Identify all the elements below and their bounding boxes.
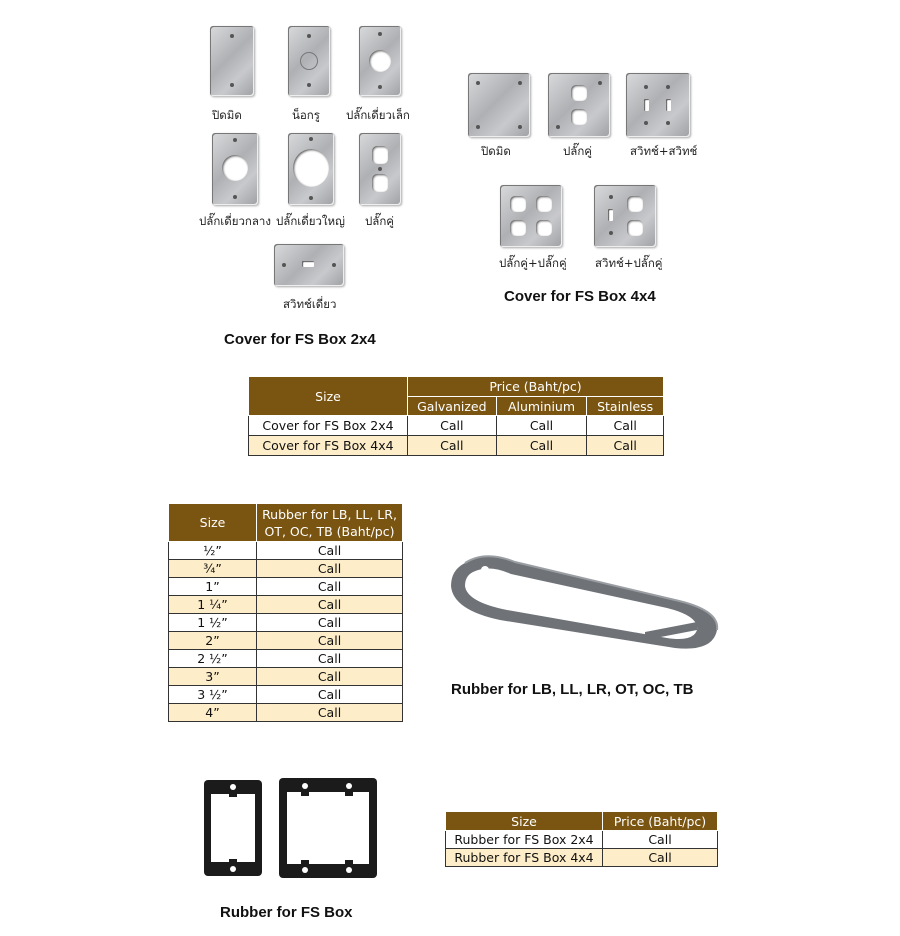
- plate-blank-2x4: [210, 26, 254, 96]
- rubber-fs-title: Rubber for FS Box: [220, 904, 353, 921]
- caption-single-switch-2x4: สวิทช์เดี่ยว: [283, 297, 337, 311]
- rubber-lb-row-price: Call: [257, 614, 403, 632]
- caption-duplex-duplex-4x4: ปลั๊กคู่+ปลั๊กคู่: [499, 256, 567, 270]
- table-row: [249, 436, 664, 456]
- plate-medium-single-2x4: [212, 133, 258, 205]
- rubber-lb-title: Rubber for LB, LL, LR, OT, OC, TB: [451, 681, 694, 698]
- plate-single-switch-2x4: [274, 244, 344, 286]
- rubber-lb-row-price: Call: [257, 596, 403, 614]
- cover-row-size: Cover for FS Box 2x4: [249, 416, 408, 436]
- table-row: [169, 650, 403, 668]
- caption-medium-single-2x4: ปลั๊กเดี่ยวกลาง: [199, 214, 271, 228]
- rubber-fs-row-price: Call: [603, 849, 718, 867]
- rubber-lb-header-line2: OT, OC, TB (Baht/pc): [264, 523, 395, 539]
- table-row: [169, 704, 403, 722]
- rubber-fs-2x4-image: [202, 778, 264, 878]
- table-row: [169, 668, 403, 686]
- cover-size-header: Size: [249, 377, 408, 416]
- caption-duplex-4x4: ปลั๊กคู่: [563, 144, 593, 158]
- rubber-fs-price-header: Price (Baht/pc): [603, 812, 718, 831]
- cover-col-galvanized: Galvanized: [407, 397, 496, 416]
- table-row: [169, 632, 403, 650]
- rubber-fs-size-header: Size: [446, 812, 603, 831]
- rubber-fs-row-price: Call: [603, 831, 718, 849]
- rubber-lb-row-size: 3”: [169, 668, 257, 686]
- cover-cell: Call: [496, 436, 587, 456]
- rubber-lb-row-price: Call: [257, 704, 403, 722]
- rubber-lb-row-price: Call: [257, 650, 403, 668]
- rubber-fs-price-table: [445, 811, 718, 867]
- rubber-lb-row-size: 2”: [169, 632, 257, 650]
- rubber-lb-row-size: 4”: [169, 704, 257, 722]
- cover-price-table: [248, 376, 664, 456]
- rubber-fs-row-size: Rubber for FS Box 4x4: [446, 849, 603, 867]
- table-row: [169, 578, 403, 596]
- table-row: [169, 596, 403, 614]
- plate-switch-switch-4x4: [626, 73, 690, 137]
- table-row: [169, 560, 403, 578]
- caption-small-single-2x4: ปลั๊กเดี่ยวเล็ก: [346, 108, 410, 122]
- rubber-lb-gasket-image: [445, 548, 727, 656]
- cover-4x4-title: Cover for FS Box 4x4: [504, 288, 656, 305]
- table-row: [249, 416, 664, 436]
- rubber-lb-row-price: Call: [257, 578, 403, 596]
- cover-row-size: Cover for FS Box 4x4: [249, 436, 408, 456]
- rubber-lb-row-size: 1 ½”: [169, 614, 257, 632]
- plate-duplex-2x4: [359, 133, 401, 205]
- caption-duplex-2x4: ปลั๊กคู่: [365, 214, 395, 228]
- rubber-lb-row-price: Call: [257, 560, 403, 578]
- rubber-lb-row-size: 2 ½”: [169, 650, 257, 668]
- table-row: [169, 614, 403, 632]
- plate-duplex-4x4: [548, 73, 610, 137]
- caption-switch-duplex-4x4: สวิทช์+ปลั๊กคู่: [595, 256, 663, 270]
- table-row: [169, 686, 403, 704]
- plate-blank-4x4: [468, 73, 530, 137]
- cover-cell: Call: [587, 416, 664, 436]
- rubber-lb-row-price: Call: [257, 542, 403, 560]
- rubber-lb-header-line1: Rubber for LB, LL, LR,: [262, 506, 397, 522]
- table-row: [446, 831, 718, 849]
- plate-large-single-2x4: [288, 133, 334, 205]
- caption-large-single-2x4: ปลั๊กเดี่ยวใหญ่: [276, 214, 345, 228]
- cover-cell: Call: [496, 416, 587, 436]
- rubber-fs-row-size: Rubber for FS Box 2x4: [446, 831, 603, 849]
- rubber-lb-row-size: ¾”: [169, 560, 257, 578]
- plate-small-single-2x4: [359, 26, 401, 96]
- table-row: [169, 542, 403, 560]
- rubber-lb-row-size: 1 ¼”: [169, 596, 257, 614]
- rubber-lb-row-size: 1”: [169, 578, 257, 596]
- cover-col-stainless: Stainless: [587, 397, 664, 416]
- rubber-lb-price-table: [168, 503, 403, 722]
- rubber-lb-row-size: ½”: [169, 542, 257, 560]
- caption-switch-switch-4x4: สวิทช์+สวิทช์: [630, 144, 698, 158]
- caption-blank-4x4: ปิดมิด: [481, 144, 511, 158]
- cover-2x4-title: Cover for FS Box 2x4: [224, 331, 376, 348]
- rubber-lb-row-price: Call: [257, 686, 403, 704]
- table-row: [446, 849, 718, 867]
- cover-cell: Call: [407, 436, 496, 456]
- cover-price-header: Price (Baht/pc): [407, 377, 663, 397]
- plate-switch-duplex-4x4: [594, 185, 656, 247]
- rubber-lb-size-header: Size: [169, 504, 257, 542]
- cover-cell: Call: [587, 436, 664, 456]
- rubber-lb-row-price: Call: [257, 632, 403, 650]
- caption-blank-2x4: ปิดมิด: [212, 108, 242, 122]
- plate-duplex-duplex-4x4: [500, 185, 562, 247]
- caption-knockout-2x4: น็อกรู: [292, 108, 320, 122]
- plate-knockout-2x4: [288, 26, 330, 96]
- rubber-lb-row-price: Call: [257, 668, 403, 686]
- cover-col-aluminium: Aluminium: [496, 397, 587, 416]
- cover-cell: Call: [407, 416, 496, 436]
- rubber-lb-row-size: 3 ½”: [169, 686, 257, 704]
- rubber-fs-4x4-image: [277, 776, 379, 880]
- rubber-lb-price-header: [257, 504, 403, 542]
